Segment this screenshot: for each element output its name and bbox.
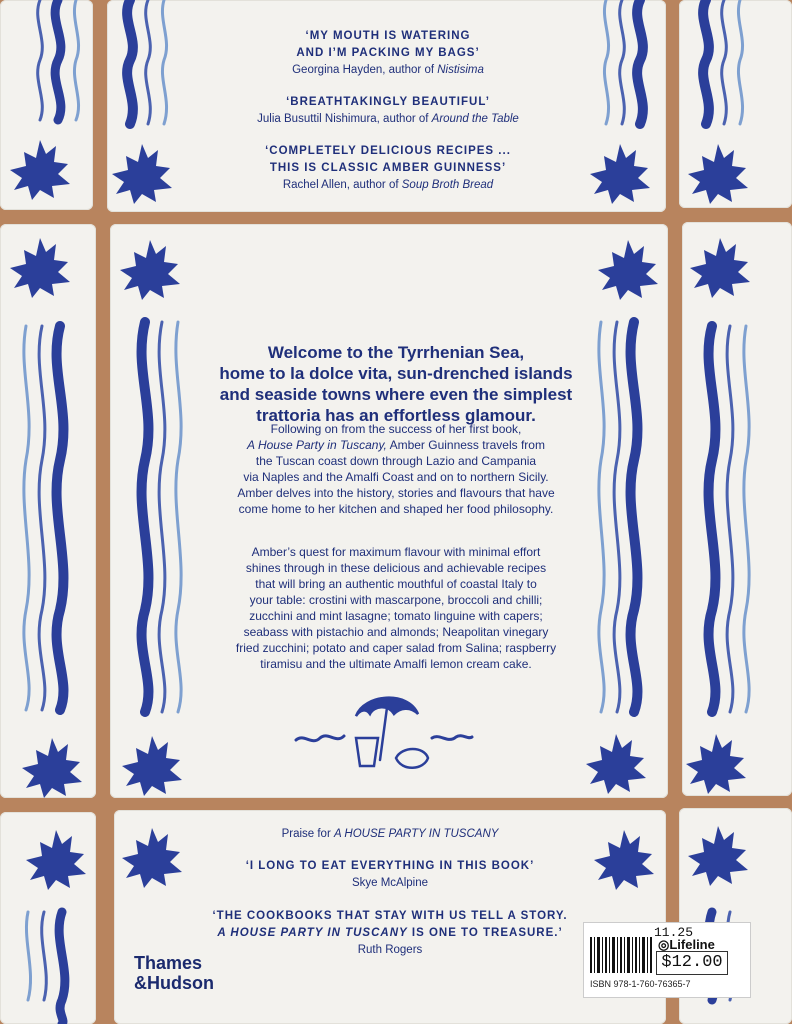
praise-label-book: A HOUSE PARTY IN TUSCANY <box>333 828 499 840</box>
para-line: the Tuscan coast down through Lazio and Campania <box>255 454 537 468</box>
quote-1-author <box>110 62 666 79</box>
para-line: Amber’s quest for maximum flavour with minimal effort <box>251 545 541 559</box>
quote-1-book: Nistisima <box>437 64 484 76</box>
praise-label <box>114 826 666 843</box>
praise-quote-2-line1: ‘THE COOKBOOKS THAT STAY WITH US TELL A STORY. <box>212 910 568 922</box>
para-line: shines through in these delicious and achievable recipes <box>245 561 547 575</box>
description-paragraph-1 <box>190 421 602 517</box>
para-line <box>190 437 602 453</box>
quote-2 <box>110 94 666 128</box>
publisher-line1: Thames <box>134 953 203 973</box>
praise-quote-1 <box>114 858 666 892</box>
para-line: zucchini and mint lasagne; tomato linguine with capers; <box>249 609 543 623</box>
para-line: Amber delves into the history, stories and flavours that have <box>237 486 555 500</box>
quote-2-author <box>110 111 666 128</box>
quote-3-author <box>110 177 666 194</box>
praise-label-prefix: Praise for <box>281 828 334 840</box>
quote-1 <box>110 28 666 79</box>
quote-3-head-line2: THIS IS CLASSIC AMBER GUINNESS’ <box>269 162 507 174</box>
quote-1-author-prefix: Georgina Hayden, author of <box>292 64 438 76</box>
praise-quote-2-book: A HOUSE PARTY IN TUSCANY <box>217 927 408 939</box>
leaf-motif-icon <box>10 140 70 200</box>
price-sticker <box>583 922 751 998</box>
intro-line: and seaside towns where even the simplest <box>219 385 573 404</box>
praise-quote-1-author: Skye McAlpine <box>351 877 429 889</box>
lifeline-icon: ◎ <box>658 937 670 952</box>
para-line: seabass with pistachio and almonds; Neapolitan vinegary <box>243 625 549 639</box>
quote-2-head-line1: ‘BREATHTAKINGLY BEAUTIFUL’ <box>286 96 490 108</box>
para-line: Following on from the success of her first book, <box>270 422 522 436</box>
isbn-text: ISBN 978-1-760-76365-7 <box>590 979 691 989</box>
publisher-line2: &Hudson <box>134 973 214 993</box>
para-line: via Naples and the Amalfi Coast and on to northern Sicily. <box>243 470 549 484</box>
quote-3 <box>110 143 666 194</box>
quote-3-head-line1: ‘COMPLETELY DELICIOUS RECIPES ... <box>265 145 511 157</box>
para-line: that will bring an authentic mouthful of coastal Italy to <box>255 577 537 591</box>
barcode-icon <box>590 937 652 973</box>
intro-line: home to la dolce vita, sun-drenched islands <box>219 364 573 383</box>
para-line: your table: crostini with mascarpone, broccoli and chilli; <box>249 593 543 607</box>
book-title: A House Party in Tuscany, <box>247 438 387 452</box>
quote-1-head-line1: ‘MY MOUTH IS WATERING <box>305 30 471 42</box>
intro-heading <box>190 342 602 426</box>
praise-quote-2-author: Ruth Rogers <box>357 944 423 956</box>
praise-quote-2-rest: IS ONE TO TREASURE.’ <box>407 927 563 939</box>
quote-3-book: Soup Broth Bread <box>401 179 494 191</box>
quote-2-author-prefix: Julia Busuttil Nishimura, author of <box>257 113 432 125</box>
para-line: fried zucchini; potato and caper salad from Salina; raspberry <box>235 641 557 655</box>
intro-line: trattoria has an effortless glamour. <box>256 406 536 425</box>
quote-3-author-prefix: Rachel Allen, author of <box>282 179 402 191</box>
para-line: tiramisu and the ultimate Amalfi lemon cream cake. <box>260 657 532 671</box>
para-text: Amber Guinness travels from <box>386 438 545 452</box>
store-name: Lifeline <box>669 937 715 952</box>
sticker-code: 11.25 <box>654 925 694 940</box>
beach-umbrella-icon <box>356 698 428 768</box>
publisher-logo <box>134 953 214 993</box>
para-line: come home to her kitchen and shaped her food philosophy. <box>238 502 554 516</box>
description-paragraph-2 <box>190 544 602 672</box>
quote-1-head-line2: AND I’M PACKING MY BAGS’ <box>296 47 480 59</box>
praise-quote-1-head: ‘I LONG TO EAT EVERYTHING IN THIS BOOK’ <box>245 860 535 872</box>
price-tag: $12.00 <box>656 951 728 975</box>
intro-line: Welcome to the Tyrrhenian Sea, <box>267 343 525 362</box>
quote-2-book: Around the Table <box>431 113 519 125</box>
